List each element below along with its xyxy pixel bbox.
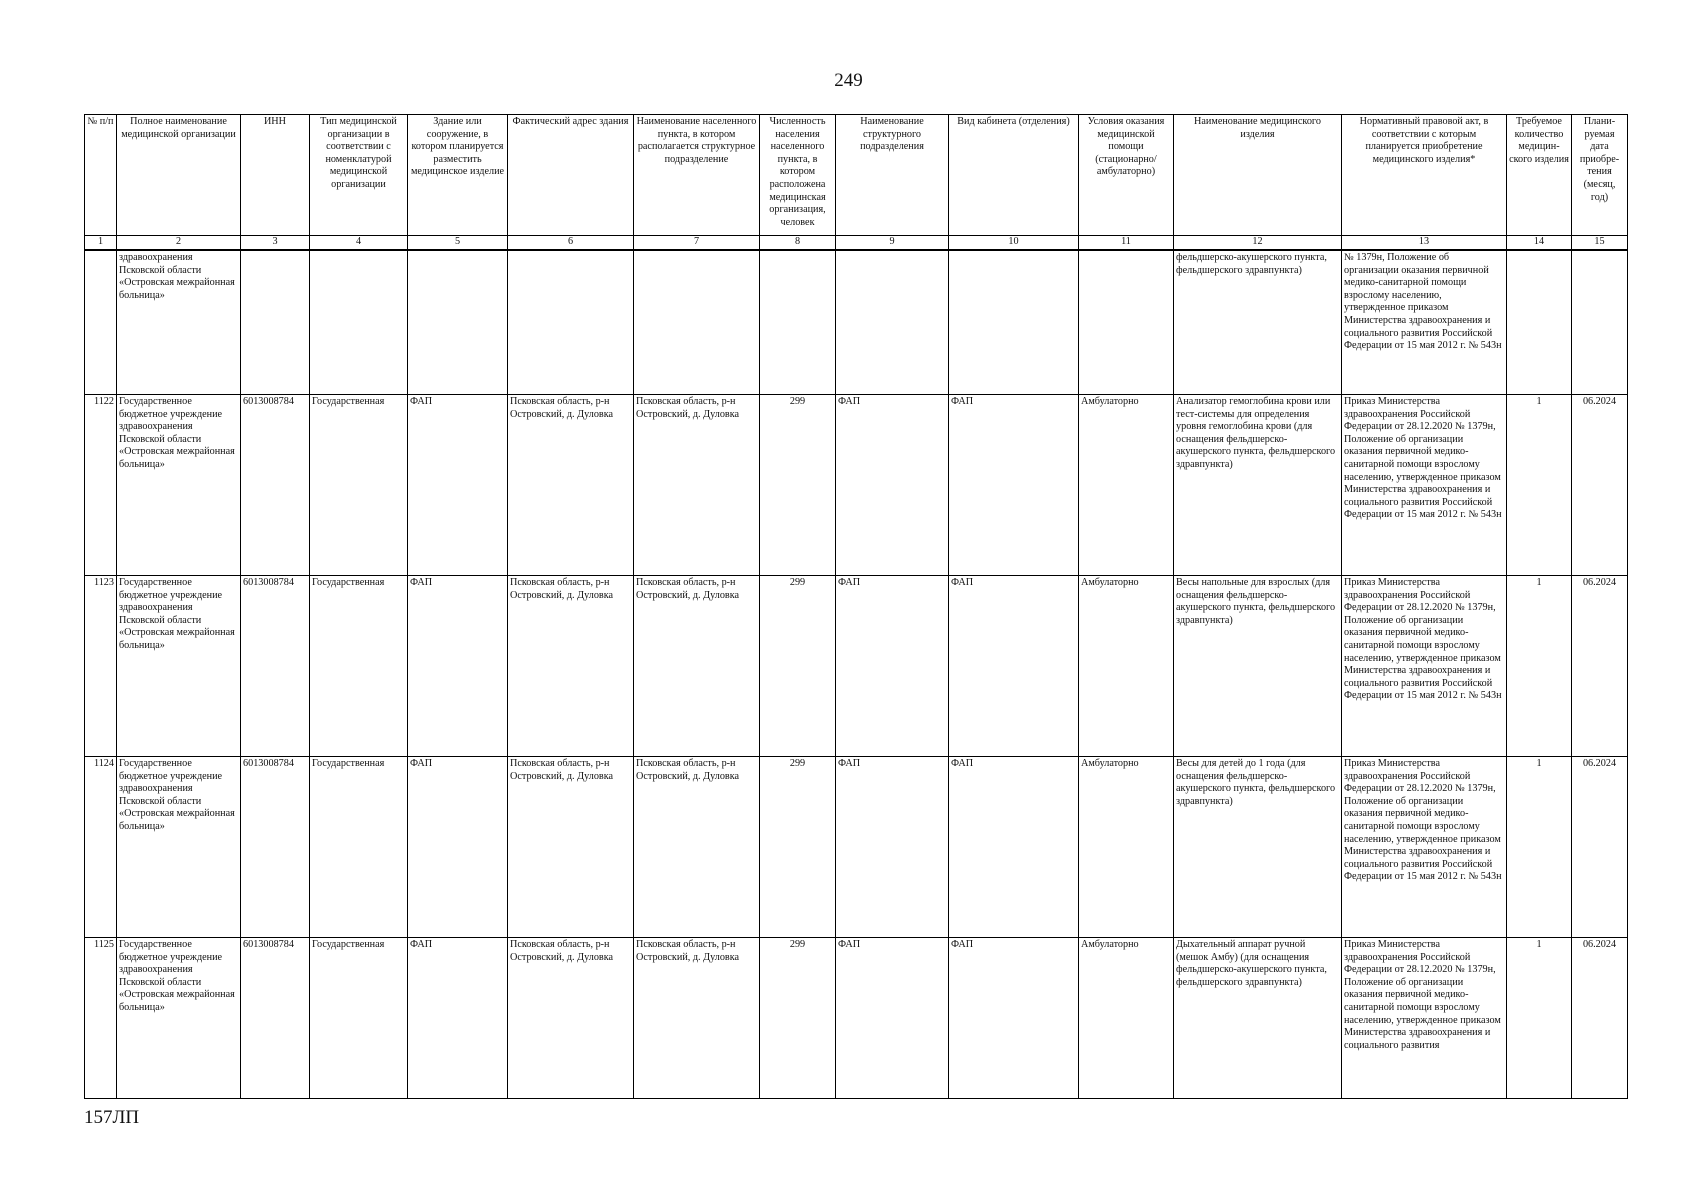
inn-cell: 6013008784: [241, 757, 310, 938]
org-type-cell: Государственная: [310, 576, 408, 757]
page-number: 249: [834, 70, 863, 91]
row-number-cell: 1125: [85, 938, 117, 1099]
header-cell: Плани-руемая дата приобре-тения (месяц, год): [1572, 115, 1628, 236]
header-cell: Наименование населенного пункта, в котором располагается структурное подразделение: [634, 115, 760, 236]
continuation-row: [85, 250, 1628, 395]
column-number: 3: [241, 236, 310, 251]
row-number-cell: 1122: [85, 395, 117, 576]
population-cell: 299: [760, 757, 836, 938]
unit-cell: ФАП: [836, 757, 949, 938]
column-number: 8: [760, 236, 836, 251]
address-cell: Псковская область, р-н Островский, д. Дуловка: [508, 757, 634, 938]
quantity-cell: 1: [1507, 576, 1572, 757]
building-cell: ФАП: [408, 757, 508, 938]
address-cell: Псковская область, р-н Островский, д. Дуловка: [508, 395, 634, 576]
table-row: [85, 395, 1628, 576]
quantity-cell: 1: [1507, 938, 1572, 1099]
address-cell: Псковская область, р-н Островский, д. Дуловка: [508, 576, 634, 757]
org-name-cell: Государственное бюджетное учреждение здравоохранения Псковской области «Островская межрайонная больница»: [117, 938, 241, 1099]
header-row: [85, 115, 1628, 236]
settlement-cell: Псковская область, р-н Островский, д. Дуловка: [634, 938, 760, 1099]
cabinet-cell: ФАП: [949, 395, 1079, 576]
building-cell: ФАП: [408, 938, 508, 1099]
org-name-cell: здравоохранения Псковской области «Островская межрайонная больница»: [117, 250, 241, 395]
header-cell: Условия оказания медицинской помощи (стационарно/ амбулаторно): [1079, 115, 1174, 236]
column-number: 7: [634, 236, 760, 251]
device-cell: Дыхательный аппарат ручной (мешок Амбу) (для оснащения фельдшерско-акушерского пункта, фельдшерского здравпункта): [1174, 938, 1342, 1099]
row-number-cell: 1124: [85, 757, 117, 938]
population-cell: 299: [760, 938, 836, 1099]
column-number: 11: [1079, 236, 1174, 251]
header-cell: Требуемое количество медицин-ского изделия: [1507, 115, 1572, 236]
population-cell: 299: [760, 395, 836, 576]
column-number: 2: [117, 236, 241, 251]
settlement-cell: Псковская область, р-н Островский, д. Дуловка: [634, 757, 760, 938]
quantity-cell: 1: [1507, 395, 1572, 576]
address-cell: Псковская область, р-н Островский, д. Дуловка: [508, 938, 634, 1099]
column-number: 5: [408, 236, 508, 251]
quantity-cell: 1: [1507, 757, 1572, 938]
header-cell: Нормативный правовой акт, в соответствии с которым планируется приобретение медицинского изделия*: [1342, 115, 1507, 236]
unit-cell: ФАП: [836, 576, 949, 757]
org-type-cell: Государственная: [310, 395, 408, 576]
org-type-cell: Государственная: [310, 757, 408, 938]
settlement-cell: Псковская область, р-н Островский, д. Дуловка: [634, 395, 760, 576]
cabinet-cell: ФАП: [949, 938, 1079, 1099]
column-number: 4: [310, 236, 408, 251]
unit-cell: ФАП: [836, 938, 949, 1099]
row-number-cell: 1123: [85, 576, 117, 757]
table-row: [85, 938, 1628, 1099]
document-code: 157ЛП: [84, 1107, 140, 1128]
table-row: [85, 576, 1628, 757]
header-cell: Вид кабинета (отделения): [949, 115, 1079, 236]
building-cell: ФАП: [408, 576, 508, 757]
settlement-cell: Псковская область, р-н Островский, д. Дуловка: [634, 576, 760, 757]
org-name-cell: Государственное бюджетное учреждение здравоохранения Псковской области «Островская межрайонная больница»: [117, 576, 241, 757]
header-cell: Полное наименование медицинской организации: [117, 115, 241, 236]
device-cell: Анализатор гемоглобина крови или тест-системы для определения уровня гемоглобина крови (для оснащения фельдшерско-акушерского пункта, фельдшерского здравпункта): [1174, 395, 1342, 576]
building-cell: ФАП: [408, 395, 508, 576]
conditions-cell: Амбулаторно: [1079, 576, 1174, 757]
org-name-cell: Государственное бюджетное учреждение здравоохранения Псковской области «Островская межрайонная больница»: [117, 395, 241, 576]
date-cell: 06.2024: [1572, 395, 1628, 576]
header-cell: Наименование структурного подразделения: [836, 115, 949, 236]
legal-act-cell: Приказ Министерства здравоохранения Российской Федерации от 28.12.2020 № 1379н, Положение об организации оказания первичной медико-санитарной помощи взрослому населению, утвержденное приказом Министерства здравоохранения и социального развития: [1342, 938, 1507, 1099]
header-cell: Численность населения населенного пункта, в котором расположена медицинская организация, человек: [760, 115, 836, 236]
column-number: 13: [1342, 236, 1507, 251]
header-cell: № п/п: [85, 115, 117, 236]
column-number: 10: [949, 236, 1079, 251]
unit-cell: ФАП: [836, 395, 949, 576]
org-type-cell: Государственная: [310, 938, 408, 1099]
inn-cell: 6013008784: [241, 938, 310, 1099]
date-cell: 06.2024: [1572, 757, 1628, 938]
cabinet-cell: ФАП: [949, 576, 1079, 757]
column-number: 6: [508, 236, 634, 251]
header-cell: ИНН: [241, 115, 310, 236]
conditions-cell: Амбулаторно: [1079, 757, 1174, 938]
date-cell: 06.2024: [1572, 938, 1628, 1099]
population-cell: 299: [760, 576, 836, 757]
header-cell: Наименование медицинского изделия: [1174, 115, 1342, 236]
legal-act-cell: Приказ Министерства здравоохранения Российской Федерации от 28.12.2020 № 1379н, Положение об организации оказания первичной медико-санитарной помощи взрослому населению, утвержденное приказом Министерства здравоохранения и социального развития Российской Федерации от 15 мая 2012 г. № 543н: [1342, 576, 1507, 757]
legal-act-cell: Приказ Министерства здравоохранения Российской Федерации от 28.12.2020 № 1379н, Положение об организации оказания первичной медико-санитарной помощи взрослому населению, утвержденное приказом Министерства здравоохранения и социального развития Российской Федерации от 15 мая 2012 г. № 543н: [1342, 395, 1507, 576]
column-number: 1: [85, 236, 117, 251]
column-number-row: [85, 236, 1628, 251]
inn-cell: 6013008784: [241, 576, 310, 757]
cabinet-cell: ФАП: [949, 757, 1079, 938]
device-cell: фельдшерско-акушерского пункта, фельдшерского здравпункта): [1174, 250, 1342, 395]
column-number: 14: [1507, 236, 1572, 251]
date-cell: 06.2024: [1572, 576, 1628, 757]
header-cell: Тип медицинской организации в соответствии с номенклатурой медицинской организации: [310, 115, 408, 236]
column-number: 12: [1174, 236, 1342, 251]
table-row: [85, 757, 1628, 938]
device-cell: Весы для детей до 1 года (для оснащения фельдшерско-акушерского пункта, фельдшерского здравпункта): [1174, 757, 1342, 938]
header-cell: Здание или сооружение, в котором планируется разместить медицинское изделие: [408, 115, 508, 236]
inn-cell: 6013008784: [241, 395, 310, 576]
legal-act-cell: Приказ Министерства здравоохранения Российской Федерации от 28.12.2020 № 1379н, Положение об организации оказания первичной медико-санитарной помощи взрослому населению, утвержденное приказом Министерства здравоохранения и социального развития Российской Федерации от 15 мая 2012 г. № 543н: [1342, 757, 1507, 938]
column-number: 9: [836, 236, 949, 251]
header-cell: Фактический адрес здания: [508, 115, 634, 236]
org-name-cell: Государственное бюджетное учреждение здравоохранения Псковской области «Островская межрайонная больница»: [117, 757, 241, 938]
equipment-table: [84, 114, 1628, 1099]
legal-act-cell: № 1379н, Положение об организации оказания первичной медико-санитарной помощи взрослому населению, утвержденное приказом Министерства здравоохранения и социального развития Российской Федерации от 15 мая 2012 г. № 543н: [1342, 250, 1507, 395]
conditions-cell: Амбулаторно: [1079, 395, 1174, 576]
device-cell: Весы напольные для взрослых (для оснащения фельдшерско-акушерского пункта, фельдшерского здравпункта): [1174, 576, 1342, 757]
column-number: 15: [1572, 236, 1628, 251]
conditions-cell: Амбулаторно: [1079, 938, 1174, 1099]
